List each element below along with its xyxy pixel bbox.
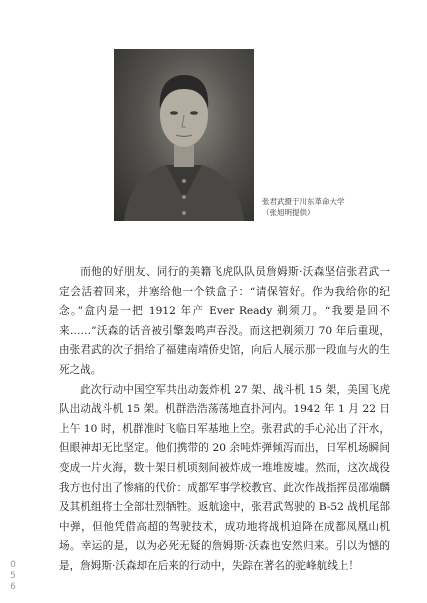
portrait-photo	[114, 49, 254, 221]
page-number-digit: 0	[10, 560, 16, 570]
paragraph: 而他的好朋友、同行的美籍飞虎队队员詹姆斯·沃森坚信张君武一定会活着回来，并塞给他一个铁盒子：“请保管好。作为我给你的纪念。”盒内是一把 1912 年产 Ever Ready 剃须刀。“我要是回不来……”沃森的话音被引擎轰鸣声吞没。而这把剃须刀 70 年后重现，由张君武的次子捐给了福建南靖侨史馆，向后人展示那一段血与火的生死之战。	[59, 266, 390, 376]
page-number	[9, 560, 17, 593]
portrait-figure	[114, 49, 254, 221]
caption-line: 张君武摄于川东革命大学	[262, 197, 345, 206]
page-number-digit: 5	[10, 571, 16, 581]
body-text	[59, 263, 390, 577]
page-number-digit: 6	[10, 582, 16, 592]
caption-credit: （张旭明提供）	[262, 208, 315, 217]
photo-caption	[262, 196, 345, 218]
paragraph: 此次行动中国空军共出动轰炸机 27 架、战斗机 15 架，美国飞虎队出动战斗机 15 架。机群浩浩荡荡地直扑河内。1942 年 1 月 22 日上午 10 时，机群准时飞临日军基地上空。张君武的手心沁出了汗水，但眼神却无比坚定。他们携带的 20 余吨炸弹倾泻而出，日军机场瞬间变成一片火海，数十架日机顷刻间被炸成一堆堆废墟。然而，这次战役我方也付出了惨痛的代价：成都军事学校教官、此次作战指挥员邵端麟及其机组将士全部壮烈牺牲。返航途中，张君武驾驶的 B-52 战机尾部中弹，但他凭借高超的驾驶技术，成功地将战机迫降在成都凤凰山机场。幸运的是，以为必死无疑的詹姆斯·沃森也安然归来。引以为憾的是，詹姆斯·沃森却在后来的行动中，失踪在著名的驼峰航线上！	[59, 383, 390, 572]
